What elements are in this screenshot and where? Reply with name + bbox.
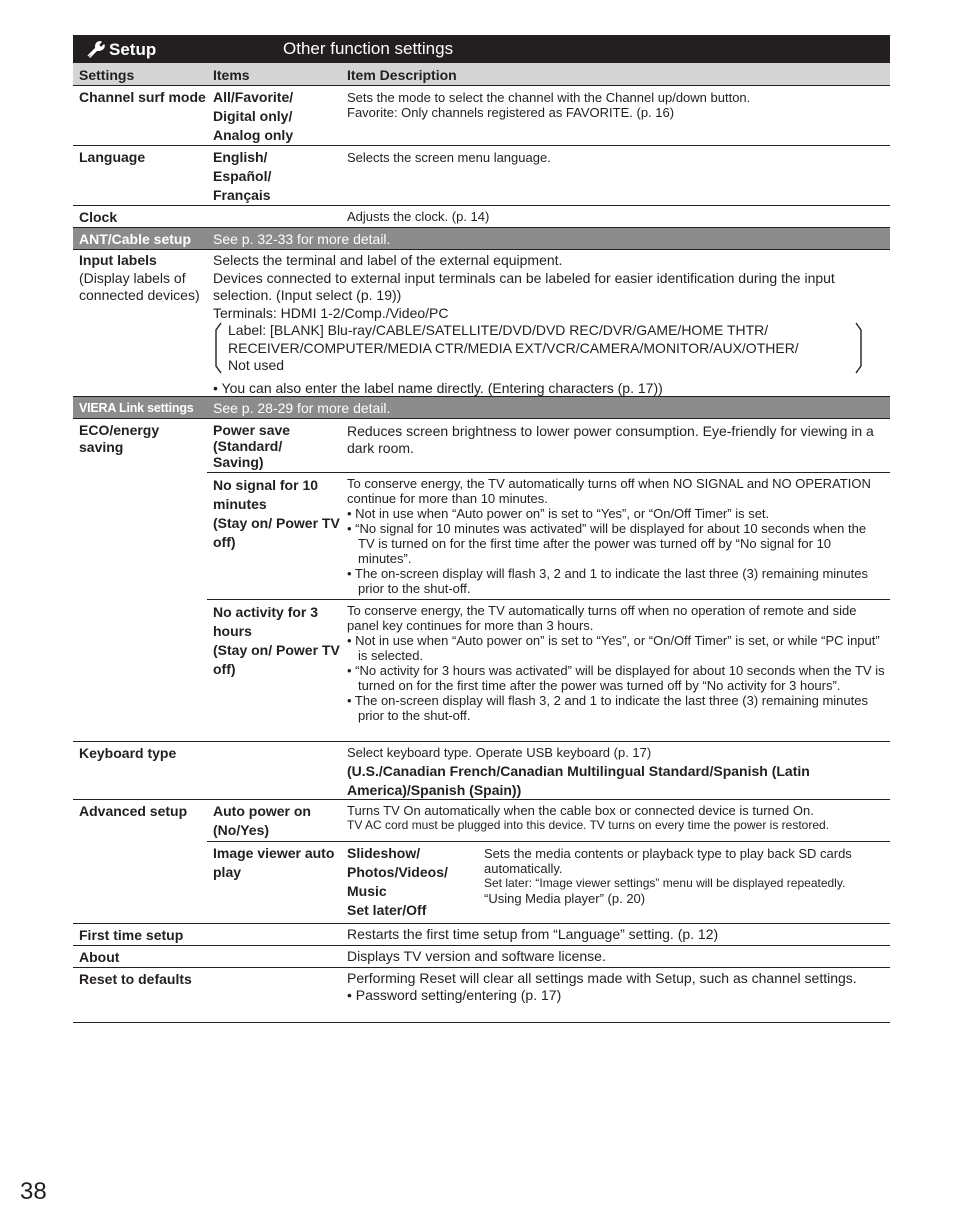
bullet: • The on-screen display will flash 3, 2 and 1 to indicate the last three (3) remaining minutes prior to the shut-off. bbox=[347, 566, 868, 596]
setting-label: First time setup bbox=[79, 927, 184, 943]
item-description: Adjusts the clock. (p. 14) bbox=[347, 209, 490, 224]
item-label-options: (Stay on/ Power TV off) bbox=[213, 642, 340, 677]
label-line: Label: [BLANK] Blu-ray/CABLE/SATELLITE/DVD/DVD REC/DVR/GAME/HOME THTR/ bbox=[228, 322, 769, 338]
setting-label: Reset to defaults bbox=[79, 971, 192, 987]
option: Set later/Off bbox=[347, 902, 427, 918]
item-description: Displays TV version and software license. bbox=[347, 948, 606, 964]
label-list bbox=[213, 322, 886, 375]
desc-note: Set later: “Image viewer settings” menu will be displayed repeatedly. bbox=[484, 876, 846, 890]
setting-label: ECO/energy saving bbox=[79, 422, 160, 455]
wrench-icon bbox=[85, 39, 105, 59]
option: Español/ bbox=[213, 168, 272, 184]
image-viewer-text bbox=[484, 844, 886, 920]
page-title: Other function settings bbox=[283, 39, 454, 58]
row-about bbox=[73, 946, 890, 968]
row-first-time-setup bbox=[73, 924, 890, 946]
note-line: • You can also enter the label name directly. (Entering characters (p. 17)) bbox=[213, 379, 663, 396]
viera-link-row bbox=[73, 397, 890, 419]
ant-cable-row bbox=[73, 228, 890, 250]
item-label bbox=[207, 600, 341, 741]
desc-reference: “Using Media player” (p. 20) bbox=[484, 891, 646, 906]
keyboard-options: (U.S./Canadian French/Canadian Multilingual Standard/Spanish (Latin America)/Spanish (Spain)) bbox=[347, 763, 810, 798]
subrow-power-save bbox=[207, 419, 890, 472]
section-name: Setup bbox=[109, 40, 157, 59]
col-description: Item Description bbox=[347, 67, 457, 83]
setting-label-note: (Display labels of connected devices) bbox=[79, 269, 200, 303]
item-label-options: (Stay on/ Power TV off) bbox=[213, 515, 340, 550]
viera-link-label: VIERA Link settings bbox=[79, 400, 194, 415]
setting-label: Channel surf mode bbox=[79, 89, 206, 105]
desc-line: Devices connected to external input terminals can be labeled for easier identification during the input selection. (Input select (p. 19)) bbox=[213, 269, 835, 303]
option: Français bbox=[213, 187, 271, 203]
item-description bbox=[341, 742, 890, 799]
section-header bbox=[73, 35, 890, 63]
col-settings: Settings bbox=[79, 67, 135, 83]
row-language bbox=[73, 146, 890, 206]
item-label-main: No signal for 10 minutes bbox=[213, 477, 319, 512]
image-viewer-options bbox=[347, 844, 484, 920]
item-label: Auto power on (No/Yes) bbox=[213, 803, 311, 838]
bullet: • “No activity for 3 hours was activated” will be displayed for about 10 seconds when the TV is turned on for the first time after the power was turned off by “No activity for 3 hours”. bbox=[347, 663, 885, 693]
option: Music bbox=[347, 883, 387, 899]
setting-label-bold: Input labels bbox=[79, 252, 157, 268]
eco-subitems bbox=[207, 419, 890, 741]
bullet: • Not in use when “Auto power on” is set to “Yes”, or “On/Off Timer” is set, or while “PC input” is selected. bbox=[347, 633, 880, 663]
desc-line: Sets the mode to select the channel with the Channel up/down button. bbox=[347, 90, 751, 105]
bullet: • The on-screen display will flash 3, 2 and 1 to indicate the last three (3) remaining minutes prior to the shut-off. bbox=[347, 693, 868, 723]
item-description bbox=[341, 600, 890, 741]
item-empty bbox=[207, 206, 341, 227]
bullet: • “No signal for 10 minutes was activated” will be displayed for about 10 seconds when the TV is turned on for the first time after the power was turned off by “No signal for 10 minutes”. bbox=[347, 521, 867, 566]
note-line: • Password setting/entering (p. 17) bbox=[347, 987, 562, 1003]
desc-line: Select keyboard type. Operate USB keyboard (p. 17) bbox=[347, 745, 652, 760]
setting-label: Keyboard type bbox=[79, 745, 177, 761]
col-items: Items bbox=[213, 67, 250, 83]
item-description bbox=[207, 250, 890, 396]
item-empty bbox=[207, 968, 341, 1022]
option: Digital only/ bbox=[213, 108, 293, 124]
item-empty bbox=[207, 742, 341, 799]
label-line: Not used bbox=[228, 357, 285, 373]
label-line: RECEIVER/COMPUTER/MEDIA CTR/MEDIA EXT/VCR/CAMERA/MONITOR/AUX/OTHER/ bbox=[228, 339, 799, 356]
image-viewer-detail bbox=[347, 844, 886, 920]
item-description bbox=[341, 86, 890, 145]
row-clock bbox=[73, 206, 890, 228]
ant-cable-label: ANT/Cable setup bbox=[79, 230, 192, 247]
item-description bbox=[341, 842, 890, 923]
row-channel-surf bbox=[73, 86, 890, 146]
setting-label bbox=[73, 250, 207, 396]
item-description: Reduces screen brightness to lower power consumption. Eye-friendly for viewing in a dark room. bbox=[347, 423, 874, 456]
desc-line: Sets the media contents or playback type to play back SD cards automatically. bbox=[484, 846, 852, 876]
item-label: Image viewer auto play bbox=[213, 845, 335, 880]
desc-line: Favorite: Only channels registered as FAVORITE. (p. 16) bbox=[347, 105, 675, 120]
option: English/ bbox=[213, 149, 268, 165]
row-input-labels bbox=[73, 250, 890, 397]
subrow-auto-power bbox=[207, 800, 890, 841]
item-description bbox=[341, 800, 890, 841]
settings-page bbox=[73, 35, 890, 1023]
option: All/Favorite/ bbox=[213, 89, 294, 105]
setting-label: Language bbox=[79, 149, 146, 165]
row-advanced-setup bbox=[73, 800, 890, 924]
right-brace bbox=[854, 322, 864, 374]
item-description: Restarts the first time setup from “Language” setting. (p. 12) bbox=[347, 926, 719, 942]
setting-label: Clock bbox=[79, 209, 118, 225]
option: Analog only bbox=[213, 127, 294, 143]
ant-cable-reference: See p. 32-33 for more detail. bbox=[213, 230, 391, 247]
subrow-image-viewer bbox=[207, 841, 890, 923]
desc-note: TV AC cord must be plugged into this device. TV turns on every time the power is restored. bbox=[347, 818, 830, 832]
advanced-subitems bbox=[207, 800, 890, 923]
left-brace bbox=[213, 322, 223, 374]
item-label bbox=[207, 473, 341, 599]
item-options bbox=[207, 86, 341, 145]
item-label-main: No activity for 3 hours bbox=[213, 604, 319, 639]
desc-line: Performing Reset will clear all settings made with Setup, such as channel settings. bbox=[347, 970, 857, 986]
option: Slideshow/ bbox=[347, 845, 421, 861]
desc-line: To conserve energy, the TV automatically turns off when no operation of remote and side panel key continues for more than 3 hours. bbox=[347, 603, 857, 633]
item-description bbox=[341, 473, 890, 599]
item-label: Power save (Standard/ Saving) bbox=[213, 422, 291, 470]
viera-link-reference: See p. 28-29 for more detail. bbox=[213, 399, 391, 416]
item-options bbox=[207, 146, 341, 205]
desc-line: Selects the terminal and label of the external equipment. bbox=[213, 252, 563, 268]
item-description bbox=[341, 968, 890, 1022]
item-empty bbox=[207, 924, 341, 945]
item-description: Selects the screen menu language. bbox=[347, 150, 551, 165]
setting-label: About bbox=[79, 949, 120, 965]
subrow-no-signal bbox=[207, 472, 890, 599]
desc-line: To conserve energy, the TV automatically turns off when NO SIGNAL and NO OPERATION continue for more than 10 minutes. bbox=[347, 476, 871, 506]
row-reset-defaults bbox=[73, 968, 890, 1023]
option: Photos/Videos/ bbox=[347, 864, 448, 880]
subrow-no-activity bbox=[207, 599, 890, 741]
item-empty bbox=[207, 946, 341, 967]
desc-line: Terminals: HDMI 1-2/Comp./Video/PC bbox=[213, 304, 449, 321]
setting-label: Advanced setup bbox=[79, 803, 188, 819]
column-header bbox=[73, 63, 890, 86]
row-keyboard-type bbox=[73, 742, 890, 800]
bullet: • Not in use when “Auto power on” is set to “Yes”, or “On/Off Timer” is set. bbox=[347, 506, 770, 521]
row-eco-energy bbox=[73, 419, 890, 742]
page-number: 38 bbox=[20, 1178, 47, 1205]
desc-line: Turns TV On automatically when the cable box or connected device is turned On. bbox=[347, 803, 814, 818]
